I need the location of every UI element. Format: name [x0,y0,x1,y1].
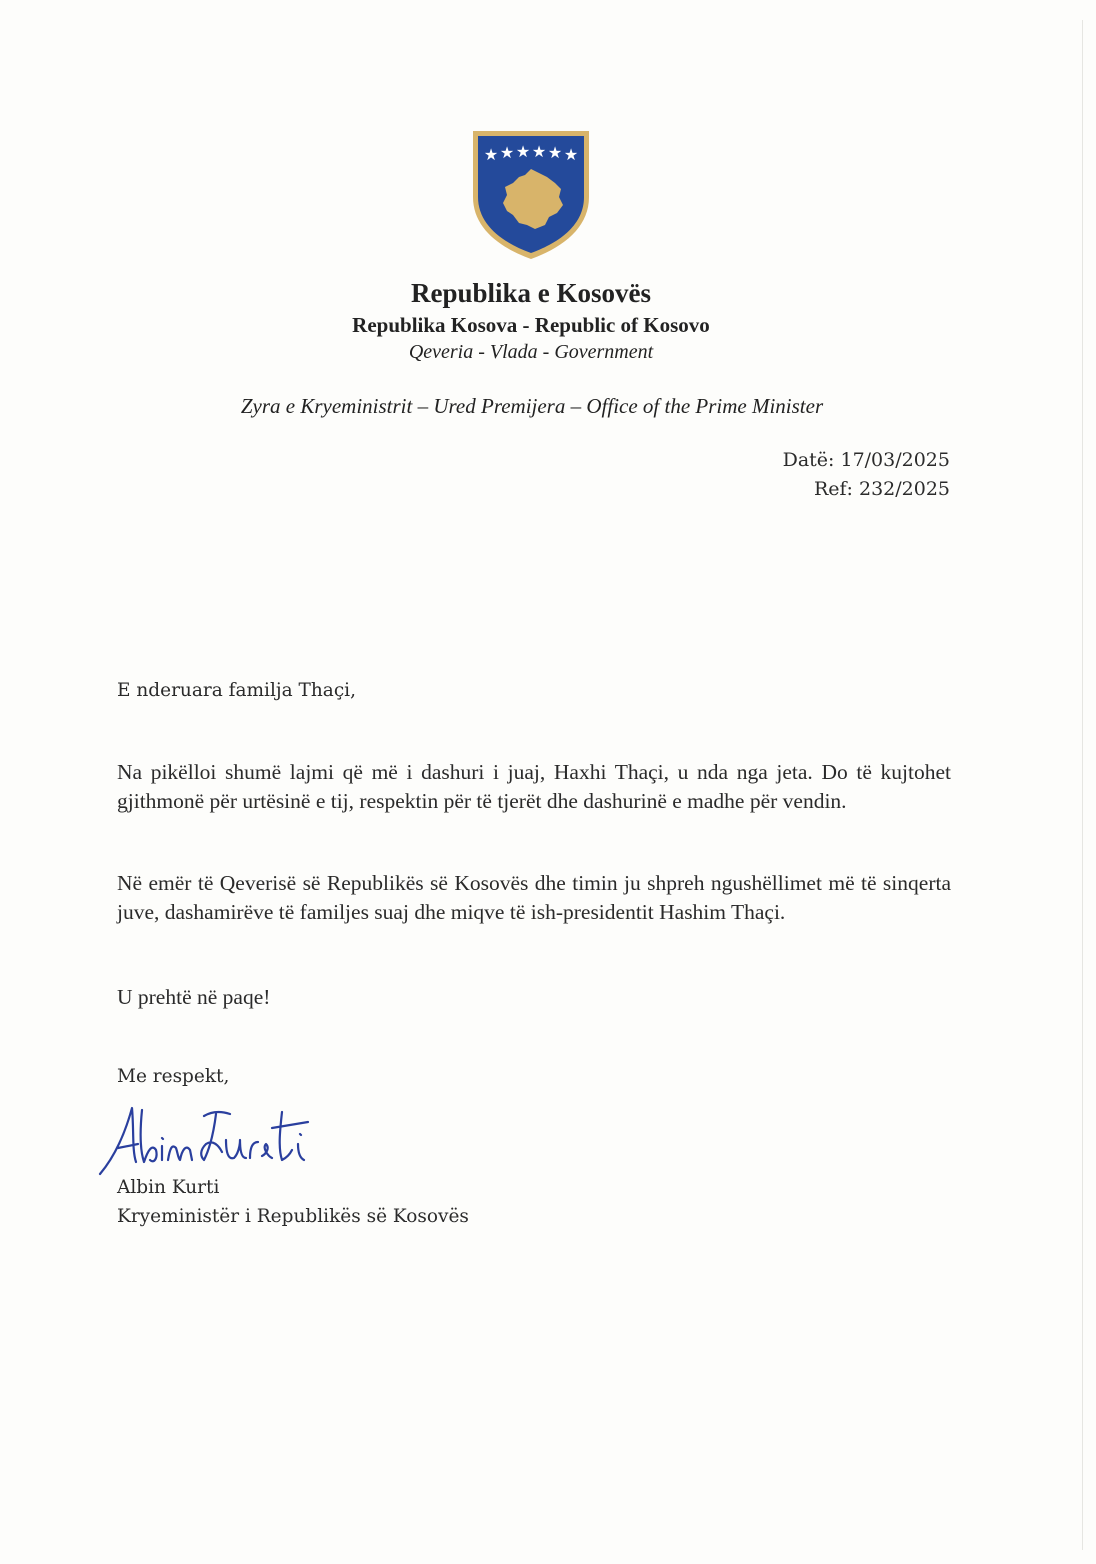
letter-paragraph: Në emër të Qeverisë së Republikës së Kosovës dhe timin ju shpreh ngushëllimet më të sinqerta juve, dashamirëve të familjes suaj dhe miqve të ish-presidentit Hashim Thaçi. [117,871,951,924]
svg-text:★: ★ [547,143,563,162]
coat-of-arms-emblem [469,127,593,262]
letter-greeting: E nderuara familja Thaçi, [117,680,356,701]
signer-name: Albin Kurti [117,1177,220,1198]
svg-text:★: ★ [531,142,547,161]
svg-text:★: ★ [515,142,531,161]
letterhead-government: Qeveria - Vlada - Government [408,341,654,363]
svg-text:★: ★ [483,145,499,164]
page-edge-line [1082,20,1083,1550]
handwritten-signature [96,1100,316,1180]
signer-title: Kryeministër i Republikës së Kosovës [117,1206,469,1227]
stars-icon [484,142,578,164]
letter-date: Datë: 17/03/2025 [782,449,950,471]
letterhead-office: Zyra e Kryeministrit – Ured Premijera – Office of the Prime Minister [240,394,824,418]
letter-closing: Me respekt, [117,1066,230,1087]
svg-text:★: ★ [563,145,579,164]
letter-reference: Ref: 232/2025 [813,478,950,500]
letterhead-country-multilingual: Republika Kosova - Republic of Kosovo [352,313,710,337]
letterhead-country-albanian: Republika e Kosovës [410,278,652,308]
letter-paragraph: U prehtë në paqe! [117,985,271,1009]
svg-text:★: ★ [499,143,515,162]
letter-paragraph: Na pikëlloi shumë lajmi që më i dashuri i juaj, Haxhi Thaçi, u nda nga jeta. Do të kujtohet gjithmonë për urtësinë e tij, respektin për të tjerët dhe dashurinë e madhe për vendin. [117,760,951,813]
